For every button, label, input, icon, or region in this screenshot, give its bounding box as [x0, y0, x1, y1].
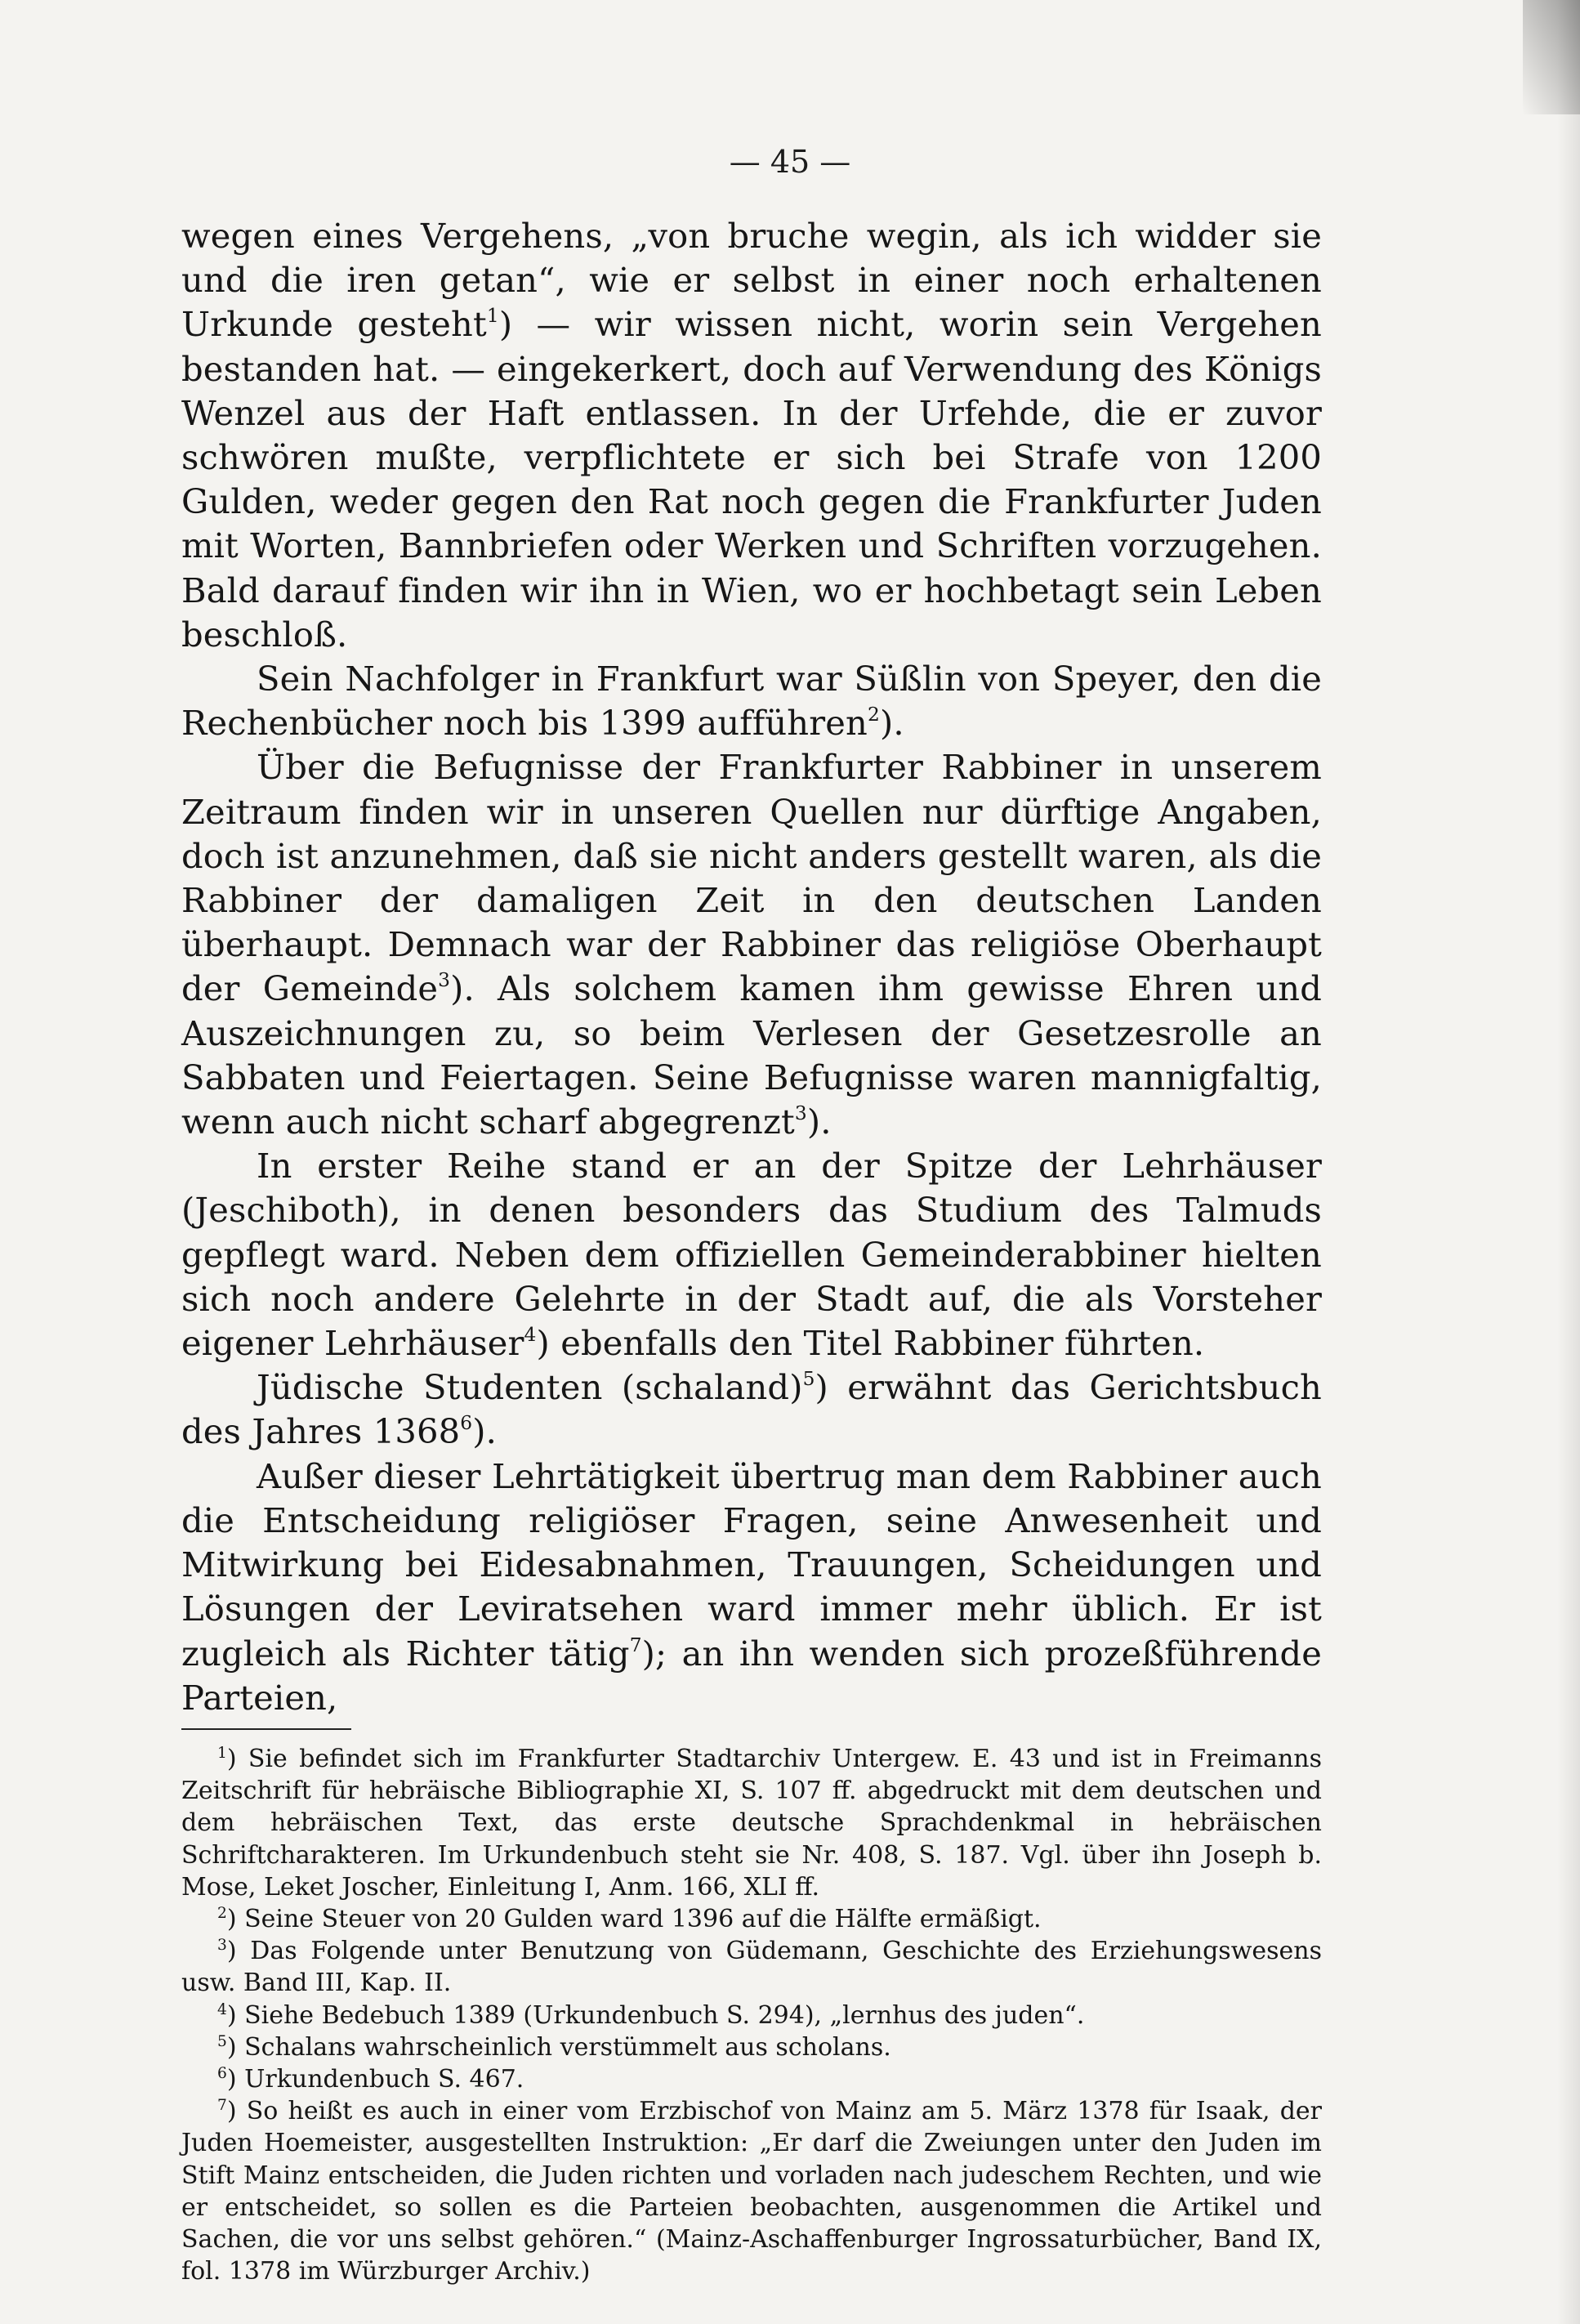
footnote-2: [181, 1903, 1322, 1935]
paragraph-6-text-cont: ); an ihn wenden sich prozeßführende Parteien,: [181, 1633, 1322, 1718]
footnote-number: 2: [217, 1904, 227, 1922]
footnote-divider: [181, 1728, 351, 1730]
paragraph-3-text-cont: ). Als solchem kamen ihm gewisse Ehren und Auszeichnungen zu, so beim Verlesen der Gesetzesrolle an Sabbaten und Feiertagen. Seine Befugnisse waren mannigfaltig, wenn auch nicht scharf abgegrenzt: [181, 968, 1322, 1142]
footnote-number: 1: [217, 1744, 227, 1762]
text-block: [181, 214, 1322, 2287]
footnote-ref-3b: 3: [794, 1102, 807, 1125]
page-edge-shadow: [1557, 0, 1580, 2324]
paragraph-4-text-cont: ) ebenfalls den Titel Rabbiner führten.: [536, 1323, 1205, 1364]
paragraph-1-text: wegen eines Vergehens, „von bruche wegin, als ich widder sie und die iren getan“, wie er selbst in einer noch erhaltenen Urkunde gesteht: [181, 216, 1322, 345]
paragraph-3-text-end: ).: [806, 1102, 832, 1142]
paragraph-2: [181, 657, 1322, 745]
paragraph-2-text-cont: ).: [879, 703, 904, 744]
footnote-ref-2: 2: [867, 704, 880, 726]
paragraph-6-text: Außer dieser Lehrtätigkeit übertrug man dem Rabbiner auch die Entscheidung religiöser Fragen, seine Anwesenheit und Mitwirkung bei Eidesabnahmen, Trauungen, Scheidungen und Lösungen der Leviratsehen ward immer mehr üblich. Er ist zugleich als Richter tätig: [181, 1455, 1322, 1674]
paragraph-5-text: Jüdische Studenten (schaland): [257, 1367, 803, 1408]
footnote-text: ) Urkundenbuch S. 467.: [226, 2064, 524, 2094]
footnote-ref-5: 5: [802, 1368, 815, 1391]
footnote-number: 4: [217, 2000, 227, 2018]
footnote-6: [181, 2063, 1322, 2095]
footnotes: [181, 1743, 1322, 2287]
footnote-ref-7: 7: [629, 1634, 642, 1656]
body-text: [181, 214, 1322, 1720]
footnote-text: ) Schalans wahrscheinlich verstümmelt aus scholans.: [226, 2032, 891, 2062]
footnote-text: ) Das Folgende unter Benutzung von Güdemann, Geschichte des Erziehungswesens usw. Band III, Kap. II.: [181, 1937, 1322, 1998]
paragraph-1-text-cont: ) — wir wissen nicht, worin sein Vergehen bestanden hat. — eingekerkert, doch auf Verwendung des Königs Wenzel aus der Haft entlassen. In der Urfehde, die er zuvor schwören mußte, verpflichtete er sich bei Strafe von 1200 Gulden, weder gegen den Rat noch gegen die Frankfurter Juden mit Worten, Bannbriefen oder Werken und Schriften vorzugehen. Bald darauf finden wir ihn in Wien, wo er hochbetagt sein Leben beschloß.: [181, 304, 1322, 655]
paragraph-5-text-cont: ) erwähnt das Gerichtsbuch des Jahres 1368: [181, 1367, 1322, 1452]
paragraph-4: [181, 1144, 1322, 1365]
footnote-number: 7: [217, 2096, 227, 2114]
footnote-ref-4: 4: [524, 1324, 537, 1347]
footnote-number: 5: [217, 2032, 227, 2050]
footnote-5: [181, 2031, 1322, 2063]
footnote-7: [181, 2095, 1322, 2287]
footnote-3: [181, 1935, 1322, 1999]
paragraph-5: [181, 1365, 1322, 1454]
paragraph-6: [181, 1455, 1322, 1720]
footnote-ref-3: 3: [438, 969, 451, 992]
footnote-1: [181, 1743, 1322, 1903]
paragraph-4-text: In erster Reihe stand er an der Spitze der Lehrhäuser (Jeschiboth), in denen besonders das Studium des Talmuds gepflegt ward. Neben dem offiziellen Gemeinderabbiner hielten sich noch andere Gelehrte in der Stadt auf, die als Vorsteher eigener Lehrhäuser: [181, 1146, 1322, 1364]
paragraph-5-text-end: ).: [472, 1411, 497, 1452]
paragraph-3-text: Über die Befugnisse der Frankfurter Rabbiner in unserem Zeitraum finden wir in unseren Quellen nur dürftige Angaben, doch ist anzunehmen, daß sie nicht anders gestellt waren, als die Rabbiner der damaligen Zeit in den deutschen Landen überhaupt. Demnach war der Rabbiner das religiöse Oberhaupt der Gemeinde: [181, 747, 1322, 1009]
paragraph-3: [181, 745, 1322, 1144]
footnote-text: ) So heißt es auch in einer vom Erzbischof von Mainz am 5. März 1378 für Isaak, der Juden Hoemeister, ausgestellten Instruktion: „Er darf die Zweiungen unter den Juden im Stift Mainz entscheiden, die Juden richten und vorladen nach judeschem Rechten, und wie er entscheidet, so sollen es die Parteien beobachten, ausgenommen die Artikel und Sachen, die vor uns selbst gehören.“ (Mainz-Aschaffenburger Ingrossaturbücher, Band IX, fol. 1378 im Würzburger Archiv.): [181, 2097, 1322, 2286]
footnote-number: 3: [217, 1936, 227, 1954]
footnote-4: [181, 2000, 1322, 2031]
footnote-text: ) Siehe Bedebuch 1389 (Urkundenbuch S. 294), „lernhus des juden“.: [226, 2000, 1085, 2030]
footnote-ref-1: 1: [486, 305, 499, 328]
footnote-text: ) Sie befindet sich im Frankfurter Stadtarchiv Untergew. E. 43 und ist in Freimanns Zeitschrift für hebräische Bibliographie XI, S. 107 ff. abgedruckt mit dem deutschen und dem hebräischen Text, das erste deutsche Sprachdenkmal in hebräischen Schriftcharakteren. Im Urkundenbuch steht sie Nr. 408, S. 187. Vgl. über ihn Joseph b. Mose, Leket Joscher, Einleitung I, Anm. 166, XLI ff.: [181, 1744, 1322, 1902]
paragraph-1: [181, 214, 1322, 657]
paragraph-2-text: Sein Nachfolger in Frankfurt war Süßlin von Speyer, den die Rechenbücher noch bis 1399 aufführen: [181, 659, 1322, 744]
footnote-text: ) Seine Steuer von 20 Gulden ward 1396 auf die Hälfte ermäßigt.: [226, 1904, 1042, 1933]
page-number: — 45 —: [729, 144, 851, 180]
footnote-number: 6: [217, 2064, 227, 2082]
footnote-ref-6: 6: [460, 1412, 473, 1435]
